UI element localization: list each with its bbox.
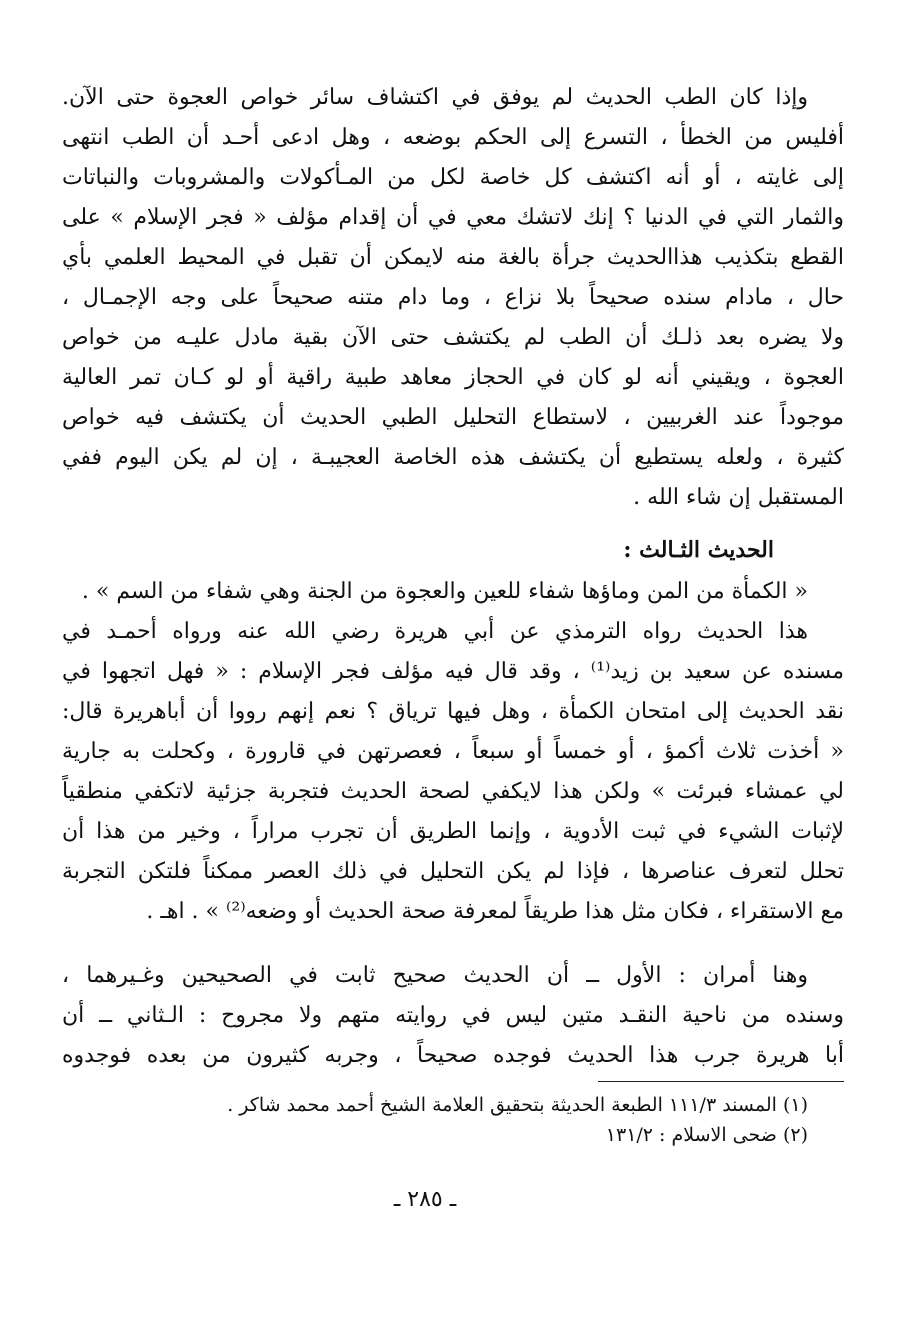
paragraph-1: [62, 78, 844, 518]
text-line: مع الاستقراء ، فكان مثل هذا طريقاً لمعرفة صحة الحديث أو وضعه⁽²⁾ » . اهـ .: [146, 899, 844, 924]
paragraph-2: [62, 572, 844, 932]
hadith-quote: « الكمأة من المن وماؤها شفاء للعين والعجوة من الجنة وهي شفاء من السم » .: [81, 579, 808, 604]
text-line: لإثبات الشيء في ثبت الأدوية ، وإنما الطريق أن تجرب مراراً ، وخير من هذا أن: [62, 819, 844, 844]
paragraph-3: [62, 956, 844, 1076]
text-line: وإذا كان الطب الحديث لم يوفق في اكتشاف سائر خواص العجوة حتى الآن.: [62, 85, 808, 110]
text-line: موجوداً عند الغربيين ، لاستطاع التحليل الطبي الحديث أن يكتشف فيه خواص: [62, 405, 844, 430]
text-line: تحلل لتعرف عناصرها ، فإذا لم يكن التحليل في ذلك العصر ممكناً فلتكن التجربة: [62, 859, 844, 884]
text-line: والثمار التي في الدنيا ؟ إنك لاتشك معي في أن إقدام مؤلف « فجر الإسلام » على: [62, 205, 844, 230]
text-line: وسنده من ناحية النقـد متين ليس في روايته متهم ولا مجروح : الـثاني ــ أن: [62, 1003, 844, 1028]
text-line: ولا يضره بعد ذلـك أن الطب لم يكتشف حتى الآن بقية مادل عليـه من خواص: [62, 325, 844, 350]
text-line: العجوة ، ويقيني أنه لو كان في الحجاز معاهد طبية راقية أو لو كـان تمر العالية: [62, 365, 844, 390]
footnote-1: (١) المسند ١١١/٣ الطبعة الحديثة بتحقيق العلامة الشيخ أحمد محمد شاكر .: [227, 1094, 808, 1116]
text-line: هذا الحديث رواه الترمذي عن أبي هريرة رضي الله عنه ورواه أحمـد في: [62, 619, 808, 644]
section-heading-text: الحديث الثـالث :: [623, 537, 774, 563]
text-line: كثيرة ، ولعله يستطيع أن يكتشف هذه الخاصة العجيبـة ، إن لم يكن اليوم ففي: [62, 445, 844, 470]
text-line: « أخذت ثلاث أكمؤ ، أو خمساً أو سبعاً ، فعصرتهن في قارورة ، وكحلت به جارية: [62, 739, 844, 764]
text-line: وهنا أمران : الأول ــ أن الحديث صحيح ثابت في الصحيحين وغـيرهما ،: [62, 963, 808, 988]
text-line: مسنده عن سعيد بن زيد⁽¹⁾ ، وقد قال فيه مؤلف فجر الإسلام : « فهل اتجهوا في: [62, 659, 844, 684]
text-line: أفليس من الخطأ ، التسرع إلى الحكم بوضعه ، وهل ادعى أحـد أن الطب انتهى: [62, 125, 844, 150]
text-line: إلى غايته ، أو أنه اكتشف كل خاصة لكل من المـأكولات والمشروبات والنباتات: [62, 165, 844, 190]
footnote-separator: [598, 1081, 844, 1082]
text-line: لي عمشاء فبرئت » ولكن هذا لايكفي لصحة الحديث فتجربة جزئية لاتكفي منطقياً: [62, 779, 844, 804]
section-heading: [62, 530, 844, 570]
text-line: نقد الحديث إلى امتحان الكمأة ، وهل فيها ترياق ؟ نعم إنهم رووا أن أباهريرة قال:: [62, 699, 844, 724]
text-line: حال ، مادام سنده صحيحاً بلا نزاع ، وما دام متنه صحيحاً على وجه الإجمـال ،: [62, 285, 844, 310]
text-line: القطع بتكذيب هذاالحديث جرأة بالغة منه لايمكن أن تقبل في المحيط العلمي بأي: [62, 245, 844, 270]
footnote-2: (٢) ضحى الاسلام : ١٣١/٢: [605, 1124, 808, 1146]
footnotes: [62, 1090, 844, 1150]
text-line: أبا هريرة جرب هذا الحديث فوجده صحيحاً ، وجربه كثيرون من بعده فوجدوه: [62, 1043, 844, 1068]
page-number: ـ ٢٨٥ ـ: [393, 1187, 457, 1212]
text-line: المستقبل إن شاء الله .: [633, 485, 844, 510]
